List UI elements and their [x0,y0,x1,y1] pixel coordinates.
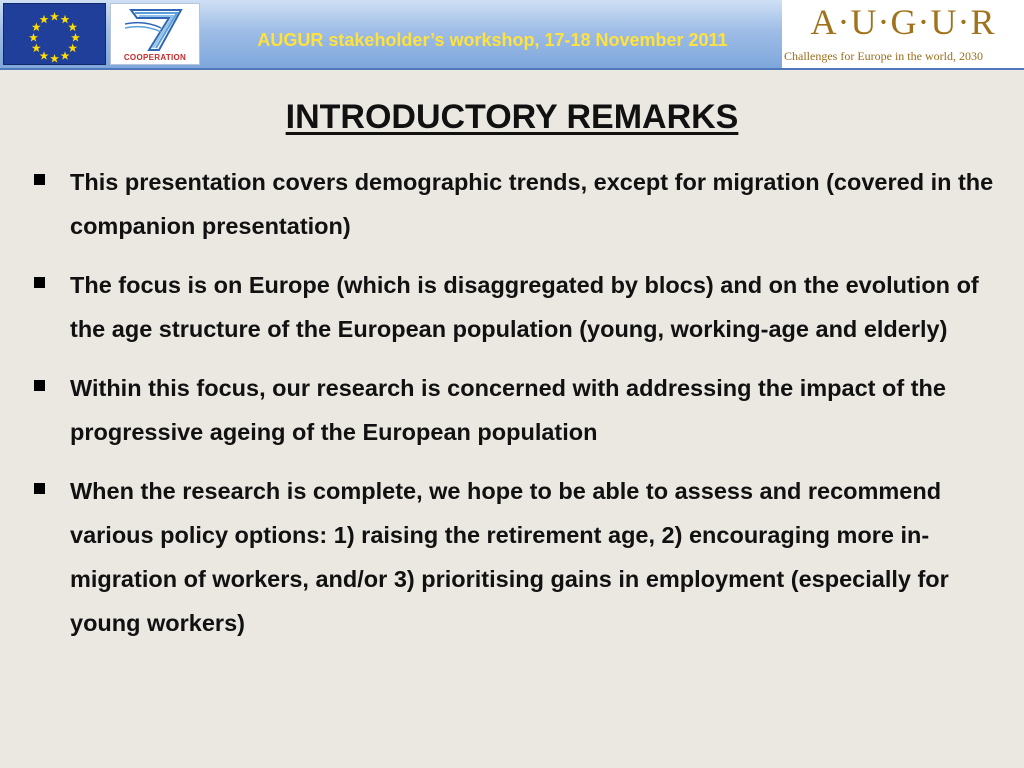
slide-title [0,98,1024,137]
square-bullet-icon [34,483,45,494]
square-bullet-icon [34,277,45,288]
bullet-text: When the research is complete, we hope to be able to assess and recommend various policy options: 1) raising the retirement age, 2) encouraging more in-migration of workers, and/or 3) prioritising gains in employment (especially for young workers) [70,478,949,636]
square-bullet-icon [34,174,45,185]
square-bullet-icon [34,380,45,391]
augur-logo-text: A·U·G·U·R [810,2,996,42]
bullet-text: Within this focus, our research is concerned with addressing the impact of the progressive ageing of the European population [70,375,946,445]
bullet-text: The focus is on Europe (which is disaggregated by blocs) and on the evolution of the age structure of the European population (young, working-age and elderly) [70,272,979,342]
bullet-item [30,366,1005,454]
bullet-text: This presentation covers demographic trends, except for migration (covered in the companion presentation) [70,169,994,239]
eu-flag-icon [3,3,106,65]
bullet-item [30,469,1005,645]
fp7-label: COOPERATION [123,53,187,62]
augur-logo [782,0,1024,68]
bullet-item [30,263,1005,351]
bullet-item [30,160,1005,248]
slide-title-text: INTRODUCTORY REMARKS [285,98,739,136]
slide-header [0,0,1024,70]
bullet-list [30,160,1005,660]
augur-tagline: Challenges for Europe in the world, 2030 [784,49,983,63]
fp7-seven-icon [111,4,199,54]
fp7-logo [110,3,200,65]
workshop-title: AUGUR stakeholder’s workshop, 17-18 November 2011 [257,30,728,50]
